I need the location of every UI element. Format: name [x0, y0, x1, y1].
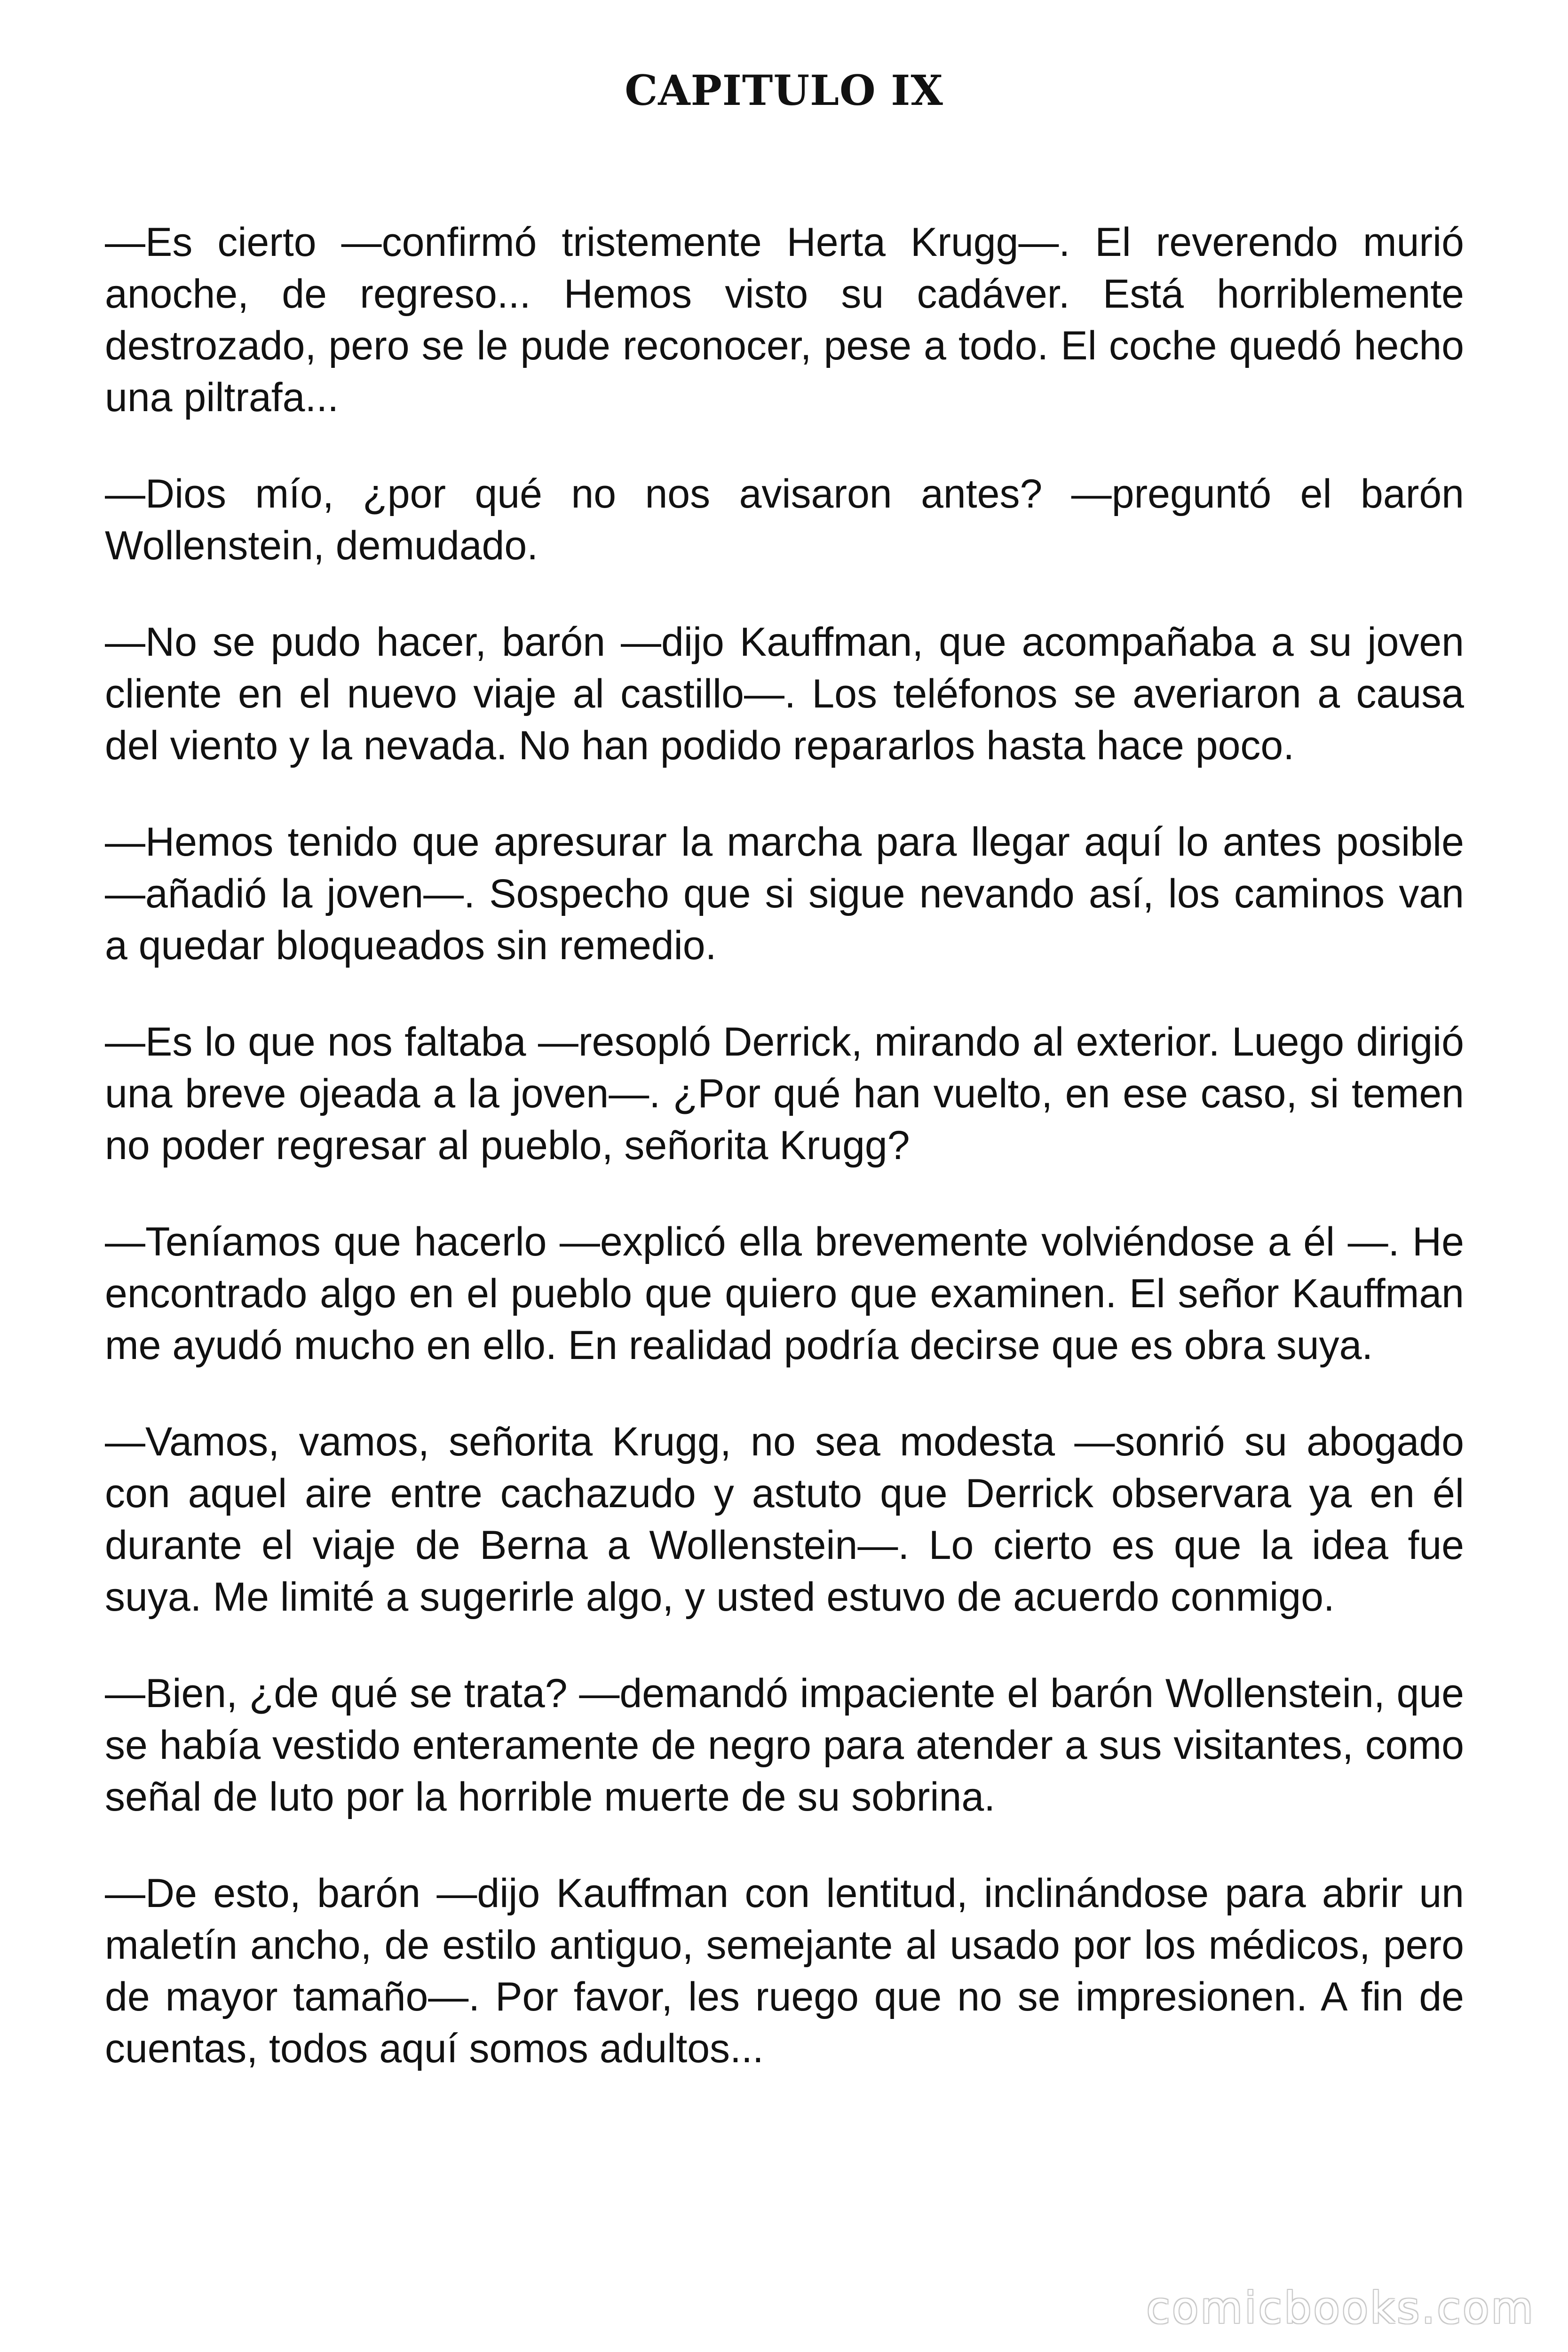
- chapter-title: CAPITULO IX: [625, 66, 943, 115]
- paragraph: —Es cierto —confirmó tristemente Herta Krugg—. El reverendo murió anoche, de regreso... Hemos visto su cadáver. Está horriblemente destrozado, pero se le pude reconocer, pese a todo. El coche quedó hecho una piltrafa...: [105, 220, 1464, 420]
- paragraph: —Dios mío, ¿por qué no nos avisaron antes? —preguntó el barón Wollenstein, demudado.: [105, 471, 1464, 568]
- paragraph: —Hemos tenido que apresurar la marcha para llegar aquí lo antes posible —añadió la joven—. Sospecho que si sigue nevando así, los caminos van a quedar bloqueados sin remedio.: [105, 819, 1464, 968]
- chapter-body: [105, 216, 1464, 2119]
- paragraph: —De esto, barón —dijo Kauffman con lentitud, inclinándose para abrir un maletín ancho, de estilo antiguo, semejante al usado por los médicos, pero de mayor tamaño—. Por favor, les ruego que no se impresionen. A fin de cuentas, todos aquí somos adultos...: [105, 1871, 1464, 2071]
- watermark: comicbooks.com: [1146, 2283, 1535, 2333]
- paragraph: —No se pudo hacer, barón —dijo Kauffman, que acompañaba a su joven cliente en el nuevo viaje al castillo—. Los teléfonos se averiaron a causa del viento y la nevada. No han podido repararlos hasta hace poco.: [105, 620, 1464, 768]
- paragraph: —Teníamos que hacerlo —explicó ella brevemente volviéndose a él —. He encontrado algo en el pueblo que quiero que examinen. El señor Kauffman me ayudó mucho en ello. En realidad podría decirse que es obra suya.: [105, 1219, 1464, 1368]
- paragraph: —Bien, ¿de qué se trata? —demandó impaciente el barón Wollenstein, que se había vestido enteramente de negro para atender a sus visitantes, como señal de luto por la horrible muerte de su sobrina.: [105, 1671, 1464, 1820]
- paragraph: —Es lo que nos faltaba —resopló Derrick, mirando al exterior. Luego dirigió una breve ojeada a la joven—. ¿Por qué han vuelto, en ese caso, si temen no poder regresar al pueblo, señorita Krugg?: [105, 1019, 1464, 1168]
- paragraph: —Vamos, vamos, señorita Krugg, no sea modesta —sonrió su abogado con aquel aire entre cachazudo y astuto que Derrick observara ya en él durante el viaje de Berna a Wollenstein—. Lo cierto es que la idea fue suya. Me limité a sugerirle algo, y usted estuvo de acuerdo conmigo.: [105, 1419, 1464, 1620]
